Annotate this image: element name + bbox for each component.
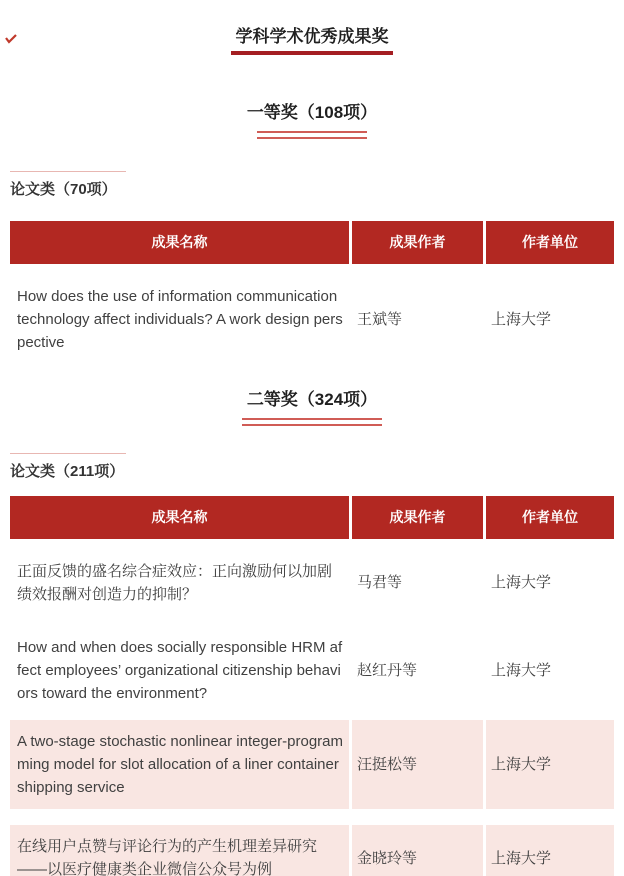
table-row [10,264,614,375]
category-label-papers-70: 论文类（70项） [10,181,117,198]
achievement-authors: 王斌等 [357,311,403,328]
achievement-institution: 上海大学 [491,662,552,679]
table-row [10,539,614,626]
achievement-authors: 汪挺松等 [352,720,483,809]
table-row-highlighted [10,720,614,809]
first-prize-heading: 一等奖（108项） [246,103,378,122]
table-row [10,626,614,715]
table-row-highlighted [10,825,614,876]
column-header-achievement-name: 成果名称 [10,496,349,539]
first-prize-table [10,221,614,375]
achievement-institution: 上海大学 [486,720,614,809]
achievement-name: How does the use of information communication technology affect individuals? A work design perspective [17,288,343,351]
achievement-name: 正面反馈的盛名综合症效应：正向激励何以加剧绩效报酬对创造力的抑制？ [17,562,333,603]
corner-mark-icon [5,31,17,41]
table-header-row [10,221,614,264]
achievement-name: 在线用户点赞与评论行为的产生机理差异研究——以医疗健康类企业微信公众号为例 [10,825,349,876]
column-header-institution: 作者单位 [486,221,614,264]
second-prize-table [10,496,614,876]
achievement-authors: 赵红丹等 [357,662,418,679]
page-title: 学科学术优秀成果奖 [235,27,389,46]
second-prize-section [0,389,624,876]
achievement-authors: 马君等 [357,574,403,591]
category-divider [10,171,126,172]
column-header-authors: 成果作者 [352,221,483,264]
achievement-institution: 上海大学 [491,311,552,328]
category-divider [10,453,126,454]
category-label-papers-211: 论文类（211项） [10,463,125,480]
achievement-institution: 上海大学 [491,574,552,591]
second-prize-underline [242,418,382,426]
awards-page [0,26,624,876]
column-header-institution: 作者单位 [486,496,614,539]
first-prize-underline [257,131,367,139]
second-prize-heading: 二等奖（324项） [246,390,378,409]
column-header-authors: 成果作者 [352,496,483,539]
achievement-authors: 金晓玲等 [352,825,483,876]
title-underline [231,51,393,55]
column-header-achievement-name: 成果名称 [10,221,349,264]
achievement-name: How and when does socially responsible HRM affect employees’ organizational citizenship behaviors toward the environment? [17,639,343,702]
table-header-row [10,496,614,539]
first-prize-section [0,102,624,375]
achievement-institution: 上海大学 [486,825,614,876]
achievement-name: A two-stage stochastic nonlinear integer-programming model for slot allocation of a liner container shipping service [10,720,349,809]
